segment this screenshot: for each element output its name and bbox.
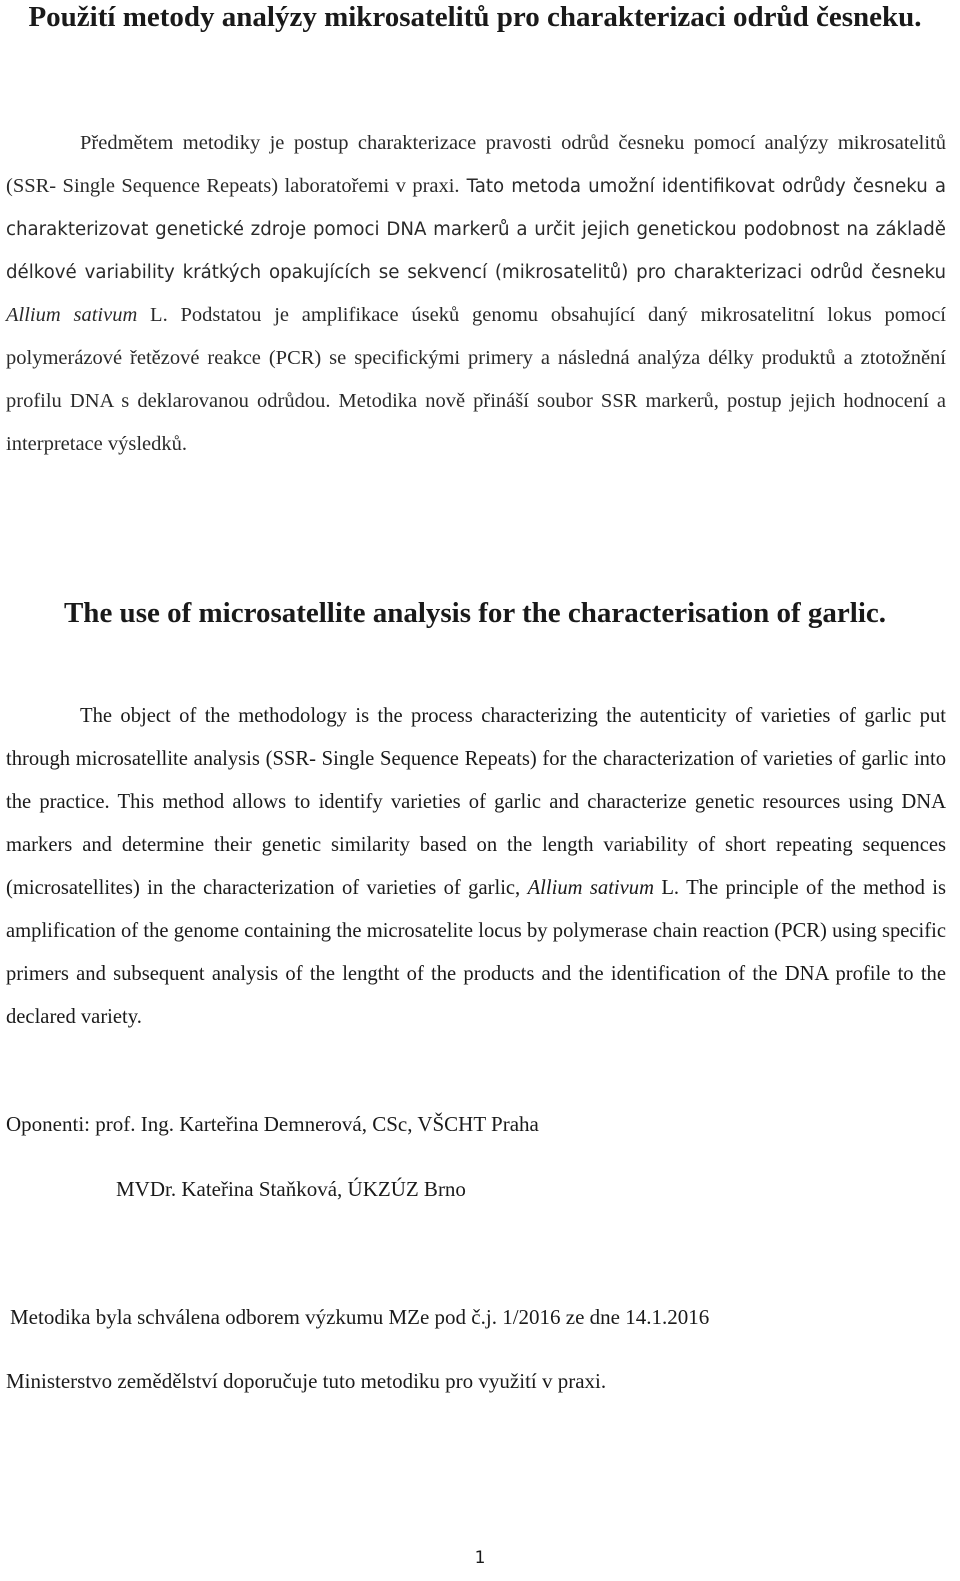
approval-statement: Metodika byla schválena odborem výzkumu MZe pod č.j. 1/2016 ze dne 14.1.2016 (10, 1305, 710, 1329)
english-abstract-body: The object of the methodology is the process characterizing the autenticity of varieties of garlic put through microsatellite analysis (SSR- Single Sequence Repeats) for the characterization of varieties of garlic into the practice. This method allows to identify varieties of garlic and characterize genetic resources using DNA markers and determine their genetic similarity based on the length variability of short repeating sequences (microsatellites) in the characterization of varieties of garlic, (6, 705, 946, 899)
czech-abstract-latin-suffix: L. (137, 304, 168, 326)
czech-abstract-principle: Podstatou je amplifikace úseků genomu obsahující daný mikrosatelitní lokus pomocí polymerázové řetězové reakce (PCR) se specifickými primery a následná analýza délky produktů a ztotožnění profilu DNA s deklarovanou odrůdou. (6, 304, 947, 412)
czech-title: Použití metody analýzy mikrosatelitů pro charakterizaci odrůd česneku. (28, 1, 922, 33)
czech-abstract-intro: Předmětem metodiky je postup charakterizace pravosti odrůd česneku pomocí analýzy mikrosatelitů (SSR- Single Sequence Repeats) laboratořemi v praxi. (6, 132, 946, 197)
czech-abstract-conclusion: Metodika nově přináší soubor SSR markerů, postup jejich hodnocení a interpretace výsledků. (6, 390, 946, 455)
czech-abstract-latin-name: Allium sativum (6, 304, 138, 326)
english-abstract (6, 695, 946, 1039)
page-number: 1 (474, 1548, 486, 1568)
opponents-line-1: Oponenti: prof. Ing. Karteřina Demnerová, CSc, VŠCHT Praha (6, 1112, 539, 1136)
english-abstract-rest: L. The principle of the method is amplification of the genome containing the microsatelite locus by polymerase chain reaction (PCR) using specific primers and subsequent analysis of the lengtht of the products and the identification of the DNA profile to the declared variety. (6, 877, 946, 1028)
czech-abstract (6, 122, 946, 466)
czech-abstract-body: Tato metoda umožní identifikovat odrůdy česneku a charakterizovat genetické zdroje pomoci DNA markerů a určit jejich genetickou podobnost na základě délkové variability krátkých opakujících se sekvencí (mikrosatelitů) pro charakterizaci odrůd česneku (6, 176, 946, 283)
english-abstract-latin-name: Allium sativum (527, 877, 654, 899)
opponents-line-2: MVDr. Kateřina Staňková, ÚKZÚZ Brno (116, 1177, 466, 1201)
english-title: The use of microsatellite analysis for the characterisation of garlic. (63, 597, 887, 629)
ministry-recommendation: Ministerstvo zemědělství doporučuje tuto metodiku pro využití v praxi. (6, 1369, 607, 1393)
